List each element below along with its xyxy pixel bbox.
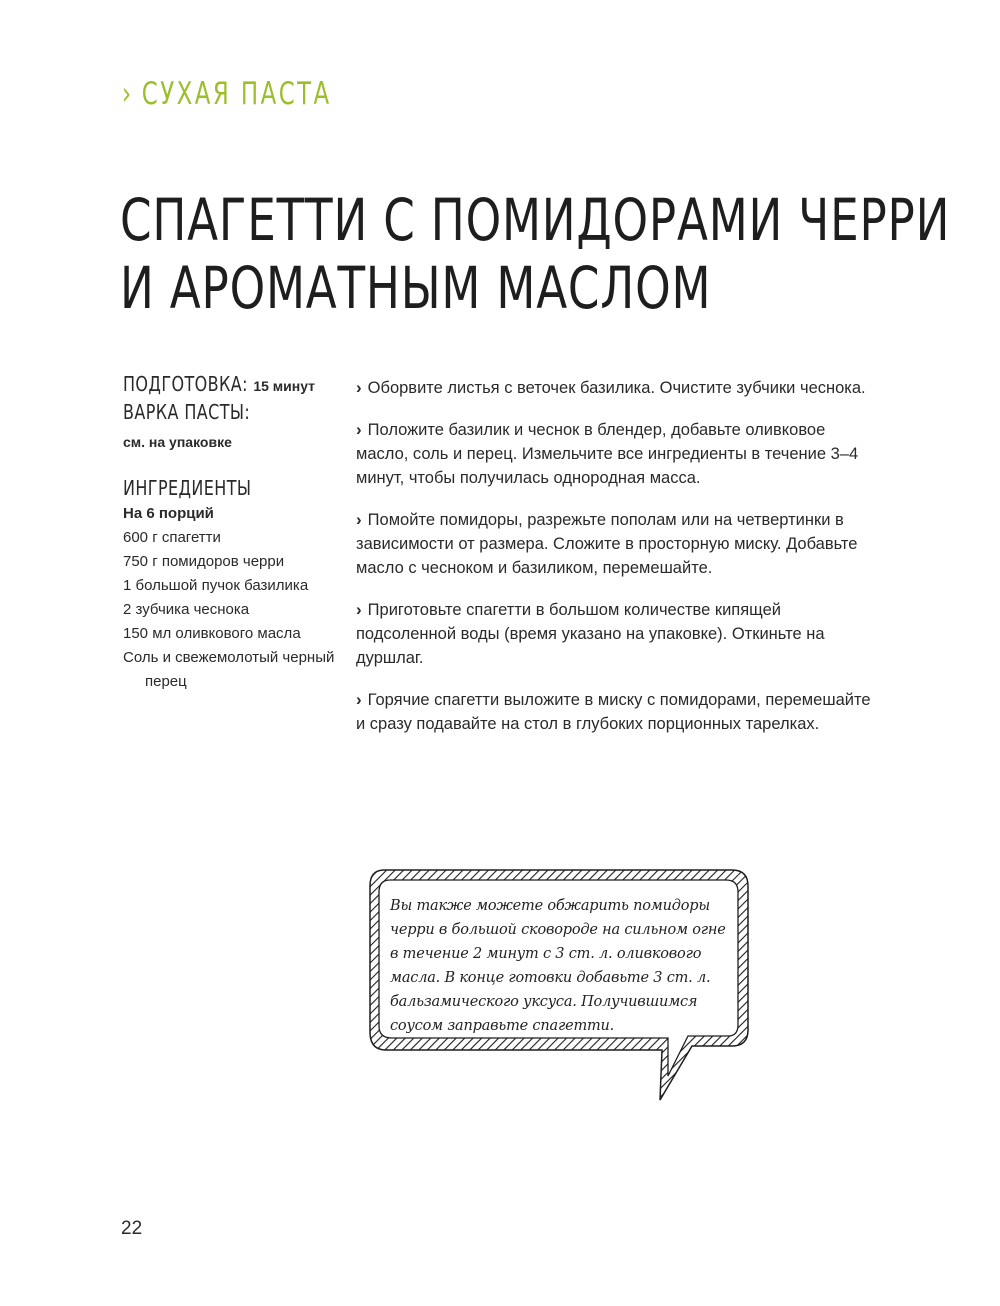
cook-time-value: см. на упаковке <box>123 434 232 450</box>
step-item <box>356 598 876 670</box>
step-item <box>356 418 876 490</box>
ingredient-item: Соль и свежемолотый черный перец <box>123 649 335 690</box>
section-label <box>122 76 332 112</box>
servings: На 6 порций <box>123 505 214 522</box>
chevron-right-icon: › <box>356 600 362 619</box>
recipe-title-line-1: СПАГЕТТИ С ПОМИДОРАМИ ЧЕРРИ <box>120 186 951 254</box>
step-item <box>356 688 876 736</box>
ingredient-item: 1 большой пучок базилика <box>123 577 309 594</box>
tip-speech-bubble <box>362 860 762 1110</box>
step-text: Положите базилик и чеснок в блендер, добавьте оливковое масло, соль и перец. Измельчите все ингредиенты в течение 3–4 минут, чтобы получилась однородная масса. <box>356 421 859 487</box>
steps-list <box>356 376 876 754</box>
section-label-text: СУХАЯ ПАСТА <box>141 76 332 112</box>
cook-time-label-text: ВАРКА ПАСТЫ: <box>123 400 251 424</box>
recipe-title <box>120 186 951 322</box>
ingredient-item: 2 зубчика чеснока <box>123 601 250 618</box>
recipe-title-line-2: И АРОМАТНЫМ МАСЛОМ <box>120 254 712 322</box>
step-text: Оборвите листья с веточек базилика. Очистите зубчики чеснока. <box>367 379 866 397</box>
chevron-right-icon: › <box>356 378 362 397</box>
chevron-right-icon: › <box>356 510 362 529</box>
ingredients-heading <box>123 476 338 502</box>
ingredients-heading-text: ИНГРЕДИЕНТЫ <box>123 476 252 500</box>
chevron-right-icon: › <box>122 76 134 112</box>
chevron-right-icon: › <box>356 690 362 709</box>
recipe-info-column <box>123 372 338 694</box>
cook-time-label <box>123 400 338 428</box>
step-item <box>356 376 876 400</box>
prep-time-value: 15 минут <box>253 378 316 394</box>
step-text: Приготовьте спагетти в большом количестве кипящей подсоленной воды (время указано на упаковке). Откиньте на дуршлаг. <box>356 601 825 667</box>
chevron-right-icon: › <box>356 420 362 439</box>
step-text: Помойте помидоры, разрежьте пополам или на четвертинки в зависимости от размера. Сложите в просторную миску. Добавьте масло с чесноком и базиликом, перемешайте. <box>356 511 858 577</box>
page-number: 22 <box>121 1218 143 1239</box>
step-text: Горячие спагетти выложите в миску с помидорами, перемешайте и сразу подавайте на стол в глубоких порционных тарелках. <box>356 691 871 733</box>
prep-time-row <box>123 372 338 400</box>
step-item <box>356 508 876 580</box>
tip-text: Вы также можете обжарить помидоры черри в большой сковороде на сильном огне в течение 2 минут с 3 ст. л. оливкового масла. В конце готовки добавьте 3 ст. л. бальзамического уксуса. Получившимся соусом заправьте спагетти. <box>390 898 726 1034</box>
prep-time-label: ПОДГОТОВКА: <box>123 372 248 396</box>
ingredient-item: 150 мл оливкового масла <box>123 625 301 642</box>
ingredients-list <box>123 526 338 694</box>
ingredient-item: 750 г помидоров черри <box>123 553 285 570</box>
ingredient-item: 600 г спагетти <box>123 529 221 546</box>
